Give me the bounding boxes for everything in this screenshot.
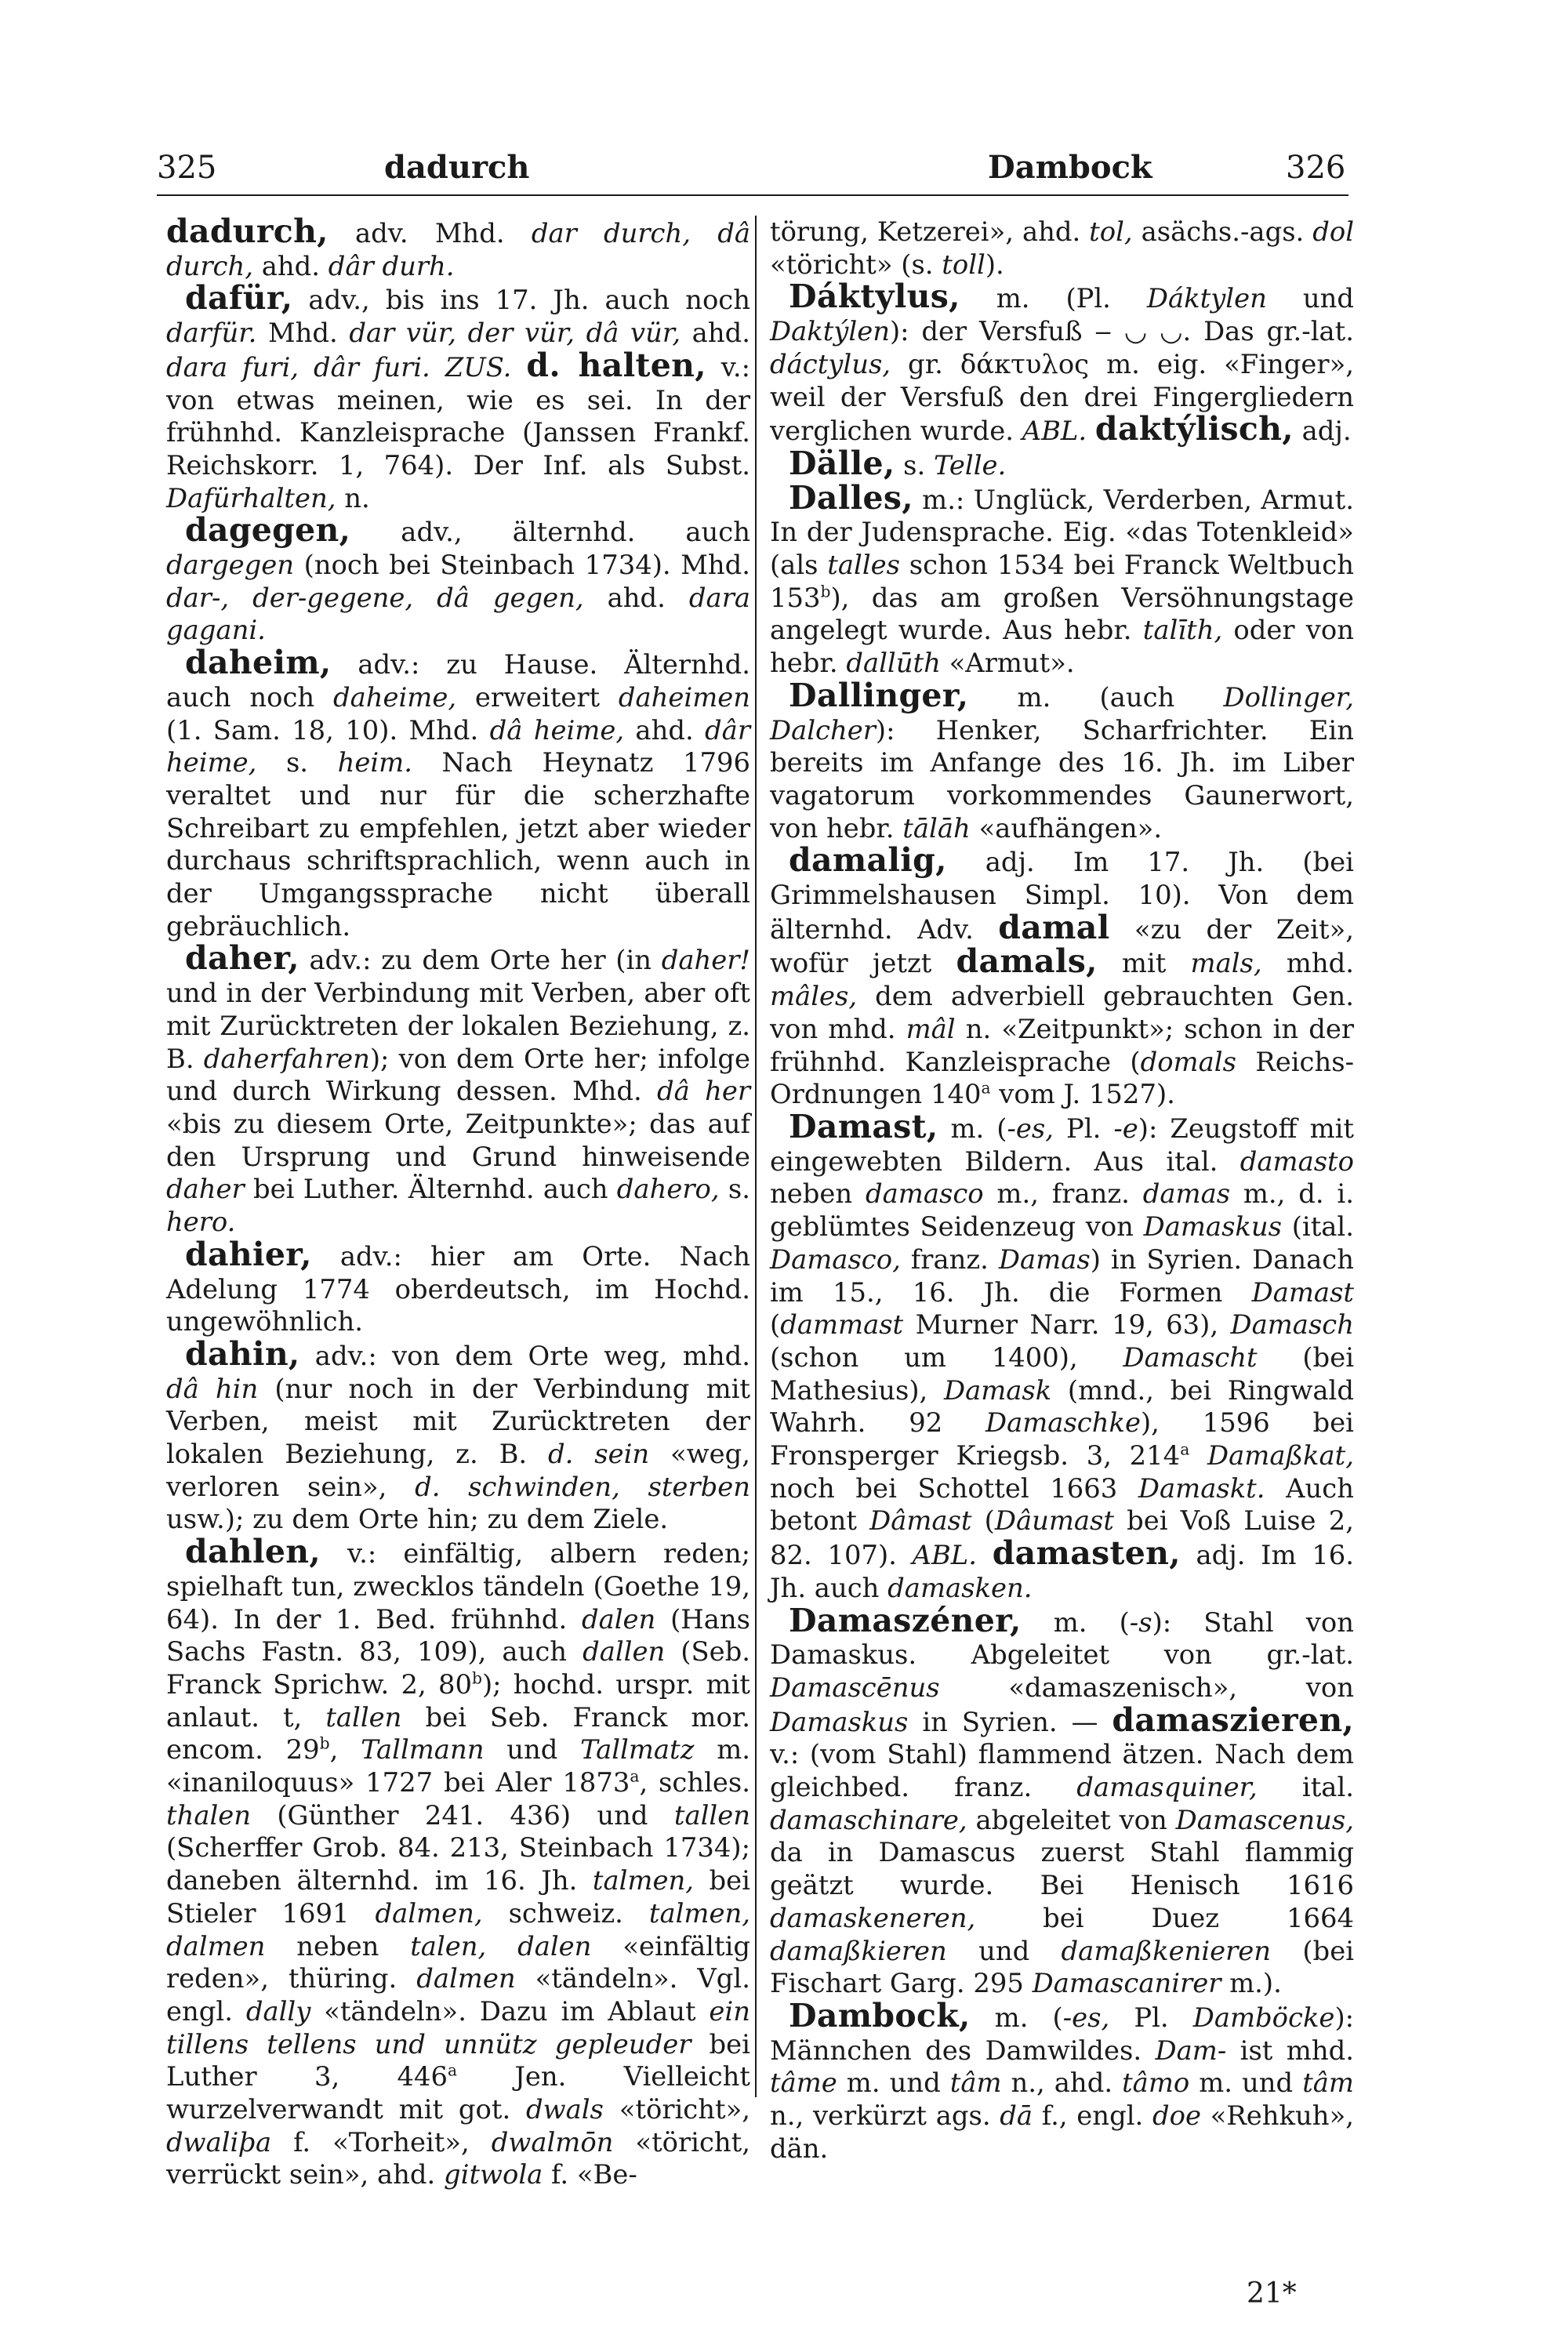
headword: Damast, [789, 1107, 938, 1145]
entry-damaszener: Damaszéner, m. (-s): Stahl von Damaskus. Abgeleitet von gr.-lat. Damascēnus «damaszenisch», von Damaskus in Syrien. — damaszieren, v.: (vom Stahl) flammend ätzen. Nach dem gleichbed. franz. damasquiner, ital. damaschinare, abgeleitet von Damascenus, da in Damascus zuerst Stahl flammig geätzt wurde. Bei Henisch 1616 damaskeneren, bei Duez 1664 damaßkieren und damaßkenieren (bei Fischart Garg. 295 Damascanirer m.). [770, 1601, 1354, 1999]
headword: Damaszéner, [789, 1601, 1022, 1639]
sub-headword: d. halten, [526, 346, 706, 384]
headword: Dáktylus, [789, 278, 960, 316]
entry-dahin: dahin, adv.: von dem Orte weg, mhd. dâ hin (nur noch in der Verbindung mit Verben, meist mit Zurücktreten der lokalen Beziehung, z. B. d. sein «weg, verloren sein», d. schwinden, sterben usw.); zu dem Orte hin; zu dem Ziele. [166, 1334, 751, 1535]
entry-dafuer: dafür, adv., bis ins 17. Jh. auch noch darfür. Mhd. dar vür, der vür, dâ vür, ahd. dara furi, dâr furi. ZUS. d. halten, v.: von etwas meinen, wie es sei. In der frühnhd. Kanzleisprache (Janssen Frankf. Reichskorr. 1, 764). Der Inf. als Subst. Dafürhalten, n. [166, 279, 750, 514]
entry-dahlen: dahlen, v.: einfältig, albern reden; spielhaft tun, zwecklos tändeln (Goethe 19, 64). In der 1. Bed. frühnhd. dalen (Hans Sachs Fastn. 83, 109), auch dallen (Seb. Franck Sprichw. 2, 80$^b$); hochd. urspr. mit anlaut. t, tallen bei Seb. Franck mor. encom. 29$^b$, Tallmann und Tallmatz m. «inaniloquus» 1727 bei Aler 1873$^a$, schles. thalen (Günther 241. 436) und tallen (Scherffer Grob. 84. 213, Steinbach 1734); daneben älternhd. im 16. Jh. talmen, bei Stieler 1691 dalmen, schweiz. talmen, dalmen neben talen, dalen «einfältig reden», thüring. dalmen «tändeln». Vgl. engl. dally «tändeln». Dazu im Ablaut ein tillens tellens und unnütz gepleuder bei Luther 3, 446$^a$ Jen. Vielleicht wurzelverwandt mit got. dwals «töricht», dwaliþa f. «Torheit», dwalmōn «töricht, verrückt sein», ahd. gitwola f. «Be- [166, 1533, 751, 2190]
headword: Dallinger, [789, 676, 969, 714]
sub-headword: damals, [956, 942, 1098, 981]
entry-dahier: dahier, adv.: hier am Orte. Nach Adelung 1774 oberdeutsch, im Hochd. ungewöhnlich. [166, 1235, 750, 1338]
headword: daheim, [185, 644, 332, 682]
entry-daher: daher, adv.: zu dem Orte her (in daher! und in der Verbindung mit Verben, aber oft mit Zurücktreten der lokalen Beziehung, z. B. daherfahren); von dem Orte her; infolge und durch Wirkung dessen. Mhd. dâ her «bis zu diesem Orte, Zeitpunkte»; das auf den Ursprung und Grund hinweisende daher bei Luther. Älternhd. auch dahero, s. hero. [166, 939, 751, 1238]
headword: dadurch, [166, 212, 328, 250]
column-divider [755, 216, 757, 2097]
headword: dagegen, [185, 511, 351, 550]
sub-headword: damaszieren, [1112, 1700, 1354, 1739]
headword: Dambock, [789, 1996, 971, 2034]
headword: dahin, [185, 1334, 300, 1373]
entry-daheim: daheim, adv.: zu Hause. Älternhd. auch noch daheime, erweitert daheimen (1. Sam. 18, 10). Mhd. dâ heime, ahd. dâr heime, s. heim. Nach Heynatz 1796 veraltet und nur für die scherzhafte Schreibart zu empfehlen, jetzt aber wieder durchaus schriftsprachlich, wenn auch in der Umgangssprache nicht überall gebräuchlich. [166, 644, 751, 942]
right-column [770, 216, 1354, 2254]
headword: Dälle, [789, 444, 895, 482]
entry-damast: Damast, m. (-es, Pl. -e): Zeugstoff mit eingewebten Bildern. Aus ital. damasto neben damasco m., franz. damas m., d. i. geblümtes Seidenzeug von Damaskus (ital. Damasco, franz. Damas) in Syrien. Danach im 15., 16. Jh. die Formen Damast (dammast Murner Narr. 19, 63), Damasch (schon um 1400), Damascht (bei Mathesius), Damask (mnd., bei Ringwald Wahrh. 92 Damaschke), 1596 bei Fronsperger Kriegsb. 3, 214$^a$ Damaßkat, noch bei Schottel 1663 Damaskt. Auch betont Dâmast (Dâumast bei Voß Luise 2, 82. 107). ABL. damasten, adj. Im 16. Jh. auch damasken. [770, 1107, 1355, 1603]
sub-headword: damasten, [992, 1534, 1181, 1573]
entry-damalig: damalig, adj. Im 17. Jh. (bei Grimmelshausen Simpl. 10). Von dem älternhd. Adv. damal «zu der Zeit», wofür jetzt damals, mit mals, mhd. mâles, dem adverbiell gebrauchten Gen. von mhd. mâl n. «Zeitpunkt»; schon in der frühnhd. Kanzleisprache (domals Reichs-Ordnungen 140$^a$ vom J. 1527). [770, 841, 1355, 1110]
page-number-left: 325 [157, 150, 217, 186]
running-head-left: dadurch [384, 149, 530, 186]
headword: dahlen, [185, 1533, 321, 1571]
signature-mark: 21* [1247, 2278, 1297, 2310]
page-header [0, 0, 1568, 204]
headword: damalig, [789, 841, 947, 880]
entry-dambock: Dambock, m. (-es, Pl. Damböcke): Männchen des Damwildes. Dam- ist mhd. tâme m. und tâm n., ahd. tâmo m. und tâm n., verkürzt ags. dā f., engl. doe «Rehkuh», dän. [770, 1996, 1355, 2164]
entry-dahlen-continued: törung, Ketzerei», ahd. tol, asächs.-ags. dol «töricht» (s. toll). [770, 216, 1355, 280]
entry-daktylus: Dáktylus, m. (Pl. Dáktylen und Daktýlen): der Versfuß ‒ ◡ ◡. Das gr.-lat. dáctylus, gr. δάκτυλος m. eig. «Finger», weil der Versfuß den drei Fingergliedern verglichen wurde. ABL. daktýlisch, adj. [770, 278, 1355, 448]
headword: Dalles, [789, 478, 913, 517]
headword: dahier, [185, 1235, 312, 1273]
entry-dagegen: dagegen, adv., älternhd. auch dargegen (noch bei Steinbach 1734). Mhd. dar-, der-gegene, dâ gegen, ahd. dara gagani. [166, 511, 751, 646]
running-head-right: Dambock [988, 149, 1152, 186]
headword: daher, [185, 939, 299, 978]
headword: dafür, [185, 279, 293, 318]
left-column [166, 212, 751, 2254]
header-rule [157, 194, 1348, 196]
sub-headword: damal [998, 908, 1110, 946]
entry-dalles: Dalles, m.: Unglück, Verderben, Armut. In der Judensprache. Eig. «das Totenkleid» (als talles schon 1534 bei Franck Weltbuch 153$^b$), das am großen Versöhnungstage angelegt wurde. Aus hebr. talīth, oder von hebr. dallūth «Armut». [770, 478, 1354, 679]
entry-dadurch: dadurch, adv. Mhd. dar durch, dâ durch, ahd. dâr durh. [166, 212, 750, 281]
entry-daelle: Dälle, s. Telle. [789, 444, 1007, 482]
sub-headword: daktýlisch, [1094, 410, 1294, 448]
page-number-right: 326 [1286, 150, 1346, 186]
entry-dallinger: Dallinger, m. (auch Dollinger, Dalcher): Henker, Scharfrichter. Ein bereits im Anfange des 16. Jh. im Liber vagatorum vorkommendes Gaunerwort, von hebr. tālāh «aufhängen». [770, 676, 1354, 844]
